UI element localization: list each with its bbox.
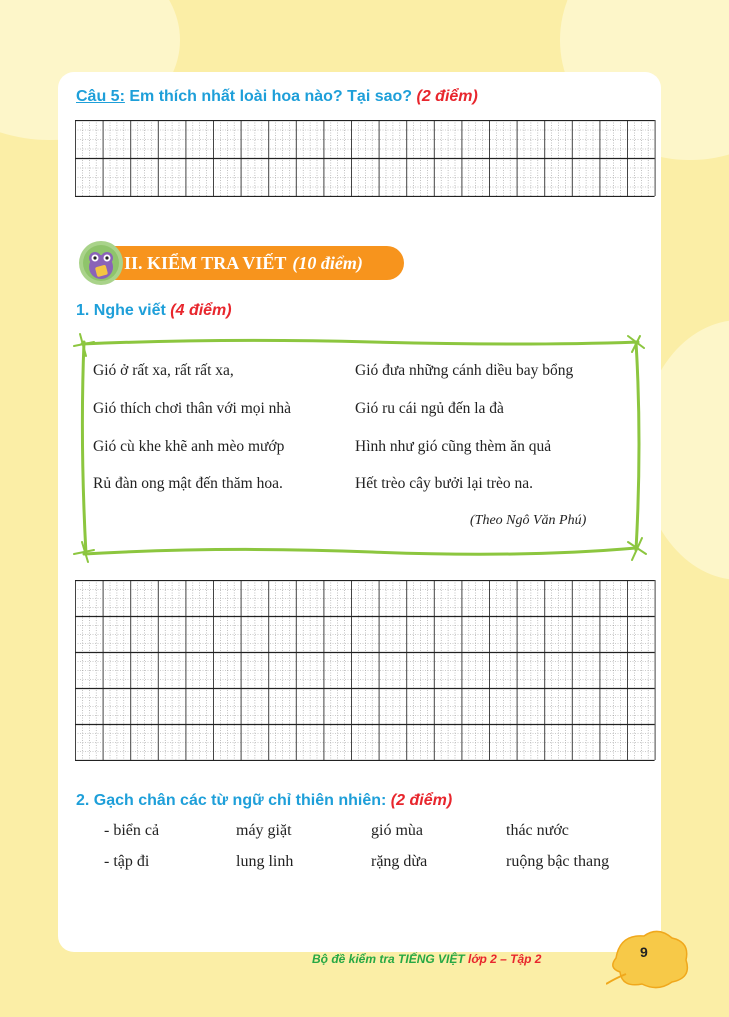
writing-grid-dictation[interactable] — [75, 580, 656, 761]
section-2-title: II. KIỂM TRA VIẾT — [124, 252, 287, 273]
poem-line: Gió cù khe khẽ anh mèo mướp — [93, 438, 285, 455]
word-option[interactable]: lung linh — [236, 853, 294, 870]
poem-line: Hình như gió cũng thèm ăn quả — [355, 438, 552, 455]
question-5-points: (2 điểm) — [416, 88, 478, 105]
exercise-2-heading — [76, 792, 452, 810]
word-option[interactable]: thác nước — [506, 822, 569, 839]
dictation-points: (4 điểm) — [170, 302, 232, 319]
poem-line: Rủ đàn ong mật đến thăm hoa. — [93, 475, 283, 492]
question-5-label: Câu 5: — [76, 88, 125, 105]
footer-suffix: lớp 2 – Tập 2 — [468, 952, 542, 966]
footer-prefix: Bộ đề kiểm tra TIẾNG VIỆT — [312, 952, 469, 966]
poem-line: Gió ru cái ngủ đến la đà — [355, 400, 504, 417]
page-number: 9 — [640, 944, 648, 960]
word-option[interactable]: ruộng bậc thang — [506, 853, 610, 870]
question-5-text: Em thích nhất loài hoa nào? Tại sao? — [124, 88, 417, 105]
word-option[interactable]: - tập đi — [104, 853, 150, 870]
footer-book-title — [312, 952, 541, 966]
word-option[interactable]: gió mùa — [371, 822, 423, 839]
grid-lines — [75, 580, 656, 761]
word-option[interactable]: - biển cả — [104, 822, 160, 839]
section-2-points: (10 điểm) — [292, 252, 363, 273]
section-2-pill — [102, 246, 404, 280]
poem-line: Gió thích chơi thân với mọi nhà — [93, 400, 292, 417]
exercise-2-points: (2 điểm) — [390, 792, 453, 809]
leaf-icon — [606, 928, 692, 992]
word-option[interactable]: máy giặt — [236, 822, 292, 839]
exercise-2-title: 2. Gạch chân các từ ngữ chỉ thiên nhiên: — [76, 792, 387, 809]
grid-lines — [75, 120, 656, 197]
word-option[interactable]: rặng dừa — [371, 853, 428, 870]
dictation-title: 1. Nghe viết — [76, 302, 166, 319]
poem-line: Hết trèo cây bưởi lại trèo na. — [355, 475, 533, 492]
dictation-heading — [76, 302, 232, 320]
writing-grid-answer[interactable] — [75, 120, 656, 197]
poem-line: Gió đưa những cánh diều bay bổng — [355, 362, 574, 379]
mascot-icon — [78, 240, 124, 286]
poem-line: Gió ở rất xa, rất rất xa, — [93, 362, 234, 379]
question-5-heading — [76, 88, 478, 106]
poem-attribution: (Theo Ngô Văn Phú) — [470, 513, 587, 528]
